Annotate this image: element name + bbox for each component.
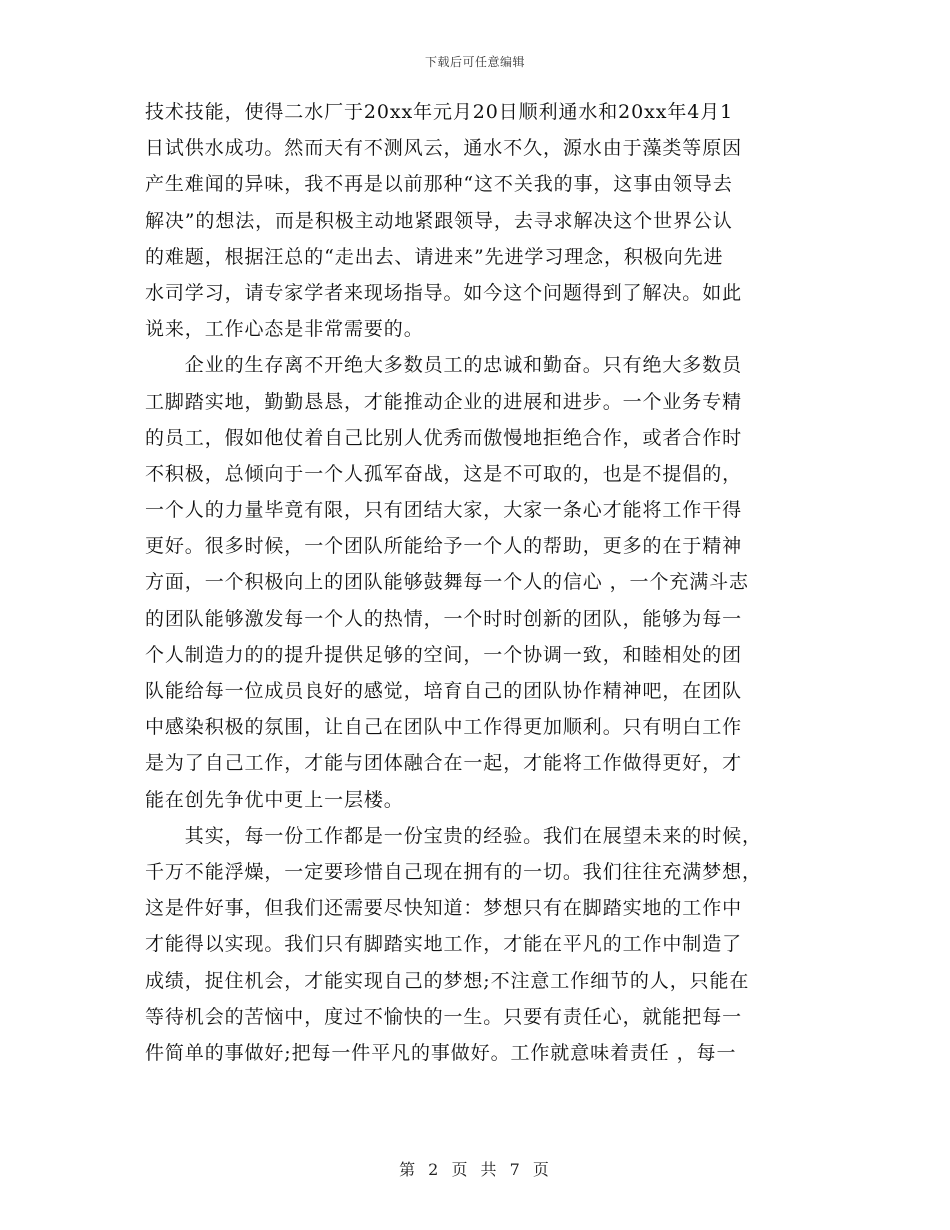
text-line: 件简单的事做好;把每一件平凡的事做好。工作就意味着责任 ，每一 [145, 1041, 737, 1064]
text-line: 更好。很多时候，一个团队所能给予一个人的帮助，更多的在于精神 [145, 535, 743, 558]
text-line: 企业的生存离不开绝大多数员工的忠诚和勤奋。只有绝大多数员 [145, 354, 743, 377]
text-line: 技术技能，使得二水厂于20xx年元月20日顺利通水和20xx年4月1 [145, 101, 734, 123]
text-line: 等待机会的苦恼中，度过不愉快的一生。只要有责任心，就能把每一 [145, 1005, 743, 1028]
text-line: 解决”的想法，而是积极主动地紧跟领导，去寻求解决这个世界公认 [145, 209, 733, 232]
page-number: 第 2 页 共 7 页 [399, 1160, 551, 1179]
text-line: 中感染积极的氛围，让自己在团队中工作得更加顺利。只有明白工作 [145, 716, 743, 739]
page-header: 下载后可任意编辑 [424, 55, 525, 69]
text-line: 方面，一个积极向上的团队能够鼓舞每一个人的信心 ，一个充满斗志 [145, 571, 749, 594]
text-line: 的难题，根据汪总的“走出去、请进来”先进学习理念，积极向先进 [145, 245, 724, 268]
text-line: 其实，每一份工作都是一份宝贵的经验。我们在展望未来的时候， [145, 824, 762, 847]
text-line: 千万不能浮燥，一定要珍惜自己现在拥有的一切。我们往往充满梦想， [145, 860, 762, 883]
text-line: 的团队能够激发每一个人的热情，一个时时创新的团队，能够为每一 [145, 607, 743, 630]
text-line: 工脚踏实地，勤勤恳恳，才能推动企业的进展和进步。一个业务专精 [145, 390, 743, 413]
text-line: 队能给每一位成员良好的感觉，培育自己的团队协作精神吧，在团队 [145, 680, 743, 702]
text-line: 不积极，总倾向于一个人孤军奋战，这是不可取的，也是不提倡的， [145, 462, 743, 485]
text-line: 水司学习，请专家学者来现场指导。如今这个问题得到了解决。如此 [145, 281, 743, 304]
document-body [145, 94, 805, 1071]
text-line: 产生难闻的异味，我不再是以前那种“这不关我的事，这事由领导去 [145, 173, 733, 196]
text-line: 的员工，假如他仗着自己比别人优秀而傲慢地拒绝合作，或者合作时 [145, 426, 743, 449]
text-line: 说来，工作心态是非常需要的。 [145, 318, 424, 341]
text-line: 能在创先争优中更上一层楼。 [145, 788, 404, 811]
text-line: 个人制造力的的提升提供足够的空间，一个协调一致，和睦相处的团 [145, 643, 743, 666]
text-line: 成绩，捉住机会，才能实现自己的梦想;不注意工作细节的人，只能在 [145, 969, 750, 992]
text-line: 一个人的力量毕竟有限，只有团结大家，大家一条心才能将工作干得 [145, 499, 743, 522]
text-line: 才能得以实现。我们只有脚踏实地工作，才能在平凡的工作中制造了 [145, 933, 743, 956]
text-line: 这是件好事，但我们还需要尽快知道：梦想只有在脚踏实地的工作中 [145, 897, 743, 920]
text-line: 是为了自己工作，才能与团体融合在一起，才能将工作做得更好，才 [145, 752, 743, 775]
text-line: 日试供水成功。然而天有不测风云，通水不久，源水由于藻类等原因 [145, 137, 743, 160]
